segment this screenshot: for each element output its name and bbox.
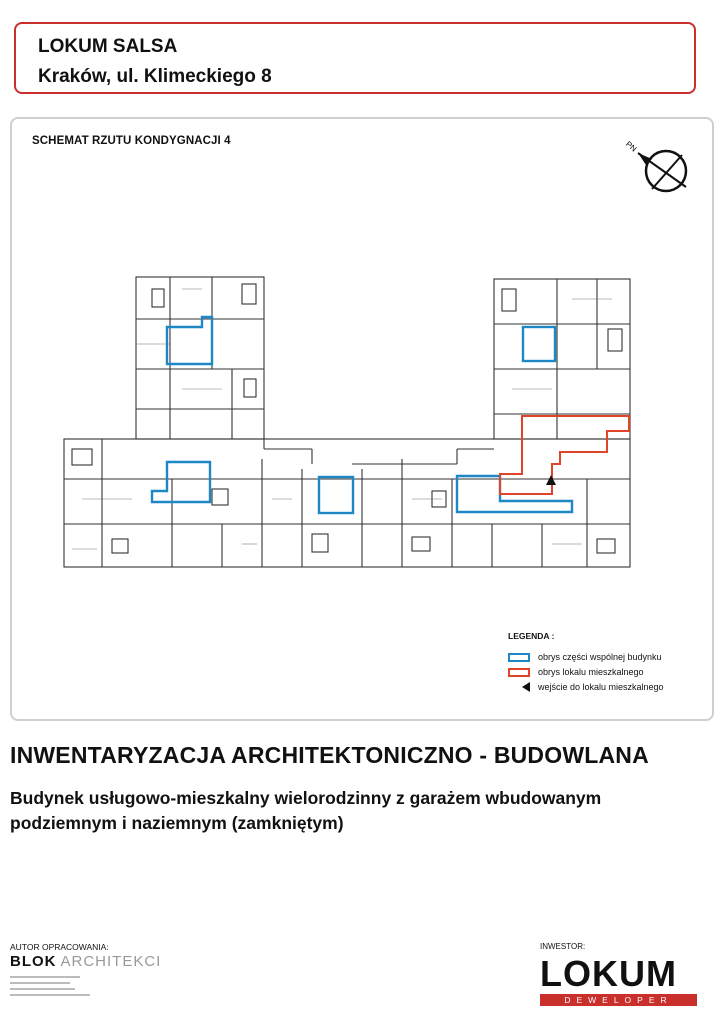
- blok-architekci-logo: [10, 953, 161, 970]
- lokum-logo-sub: DEWELOPER: [564, 995, 673, 1005]
- apartment-entrance-arrow-icon: [546, 475, 556, 485]
- legend-swatch-red: [508, 668, 530, 677]
- floor-plan-panel: [10, 117, 714, 721]
- common-area-staircase-right-wing: [523, 327, 555, 361]
- project-address: Kraków, ul. Klimeckiego 8: [38, 66, 272, 87]
- legend-label: obrys lokalu mieszkalnego: [538, 667, 644, 677]
- floor-plan-drawing: [12, 119, 712, 719]
- investor-label: INWESTOR:: [540, 942, 586, 951]
- compass-label: PN: [624, 139, 639, 154]
- lokum-logo-bar: [540, 994, 697, 1006]
- author-logo-bold: BLOK: [10, 953, 57, 970]
- author-logo-light: ARCHITEKCI: [60, 953, 162, 970]
- apartment-outline: [500, 416, 629, 494]
- project-name: LOKUM SALSA: [38, 36, 178, 57]
- author-label: AUTOR OPRACOWANIA:: [10, 942, 109, 952]
- plan-title: SCHEMAT RZUTU KONDYGNACJI 4: [32, 135, 231, 147]
- author-contact-smallprint: [10, 973, 90, 996]
- common-area-staircase-center: [319, 477, 353, 513]
- document-subtitle: Budynek usługowo-mieszkalny wielorodzinny z garażem wbudowanym podziemnym i naziemnym (zamkniętym): [10, 788, 602, 833]
- project-header-box: [14, 22, 696, 94]
- lokum-logo-word: LOKUM: [540, 953, 677, 994]
- lokum-deweloper-logo: [540, 953, 700, 1010]
- legend-label: wejście do lokalu mieszkalnego: [538, 682, 664, 692]
- common-area-staircase-left-wing: [167, 317, 212, 364]
- legend-title: LEGENDA :: [508, 631, 555, 641]
- document-title: INWENTARYZACJA ARCHITEKTONICZNO - BUDOWLANA: [10, 742, 649, 768]
- common-area-staircase-left-block: [152, 462, 210, 502]
- legend-swatch-blue: [508, 653, 530, 662]
- entrance-arrow-icon: [522, 682, 530, 692]
- legend-label: obrys części wspólnej budynku: [538, 652, 662, 662]
